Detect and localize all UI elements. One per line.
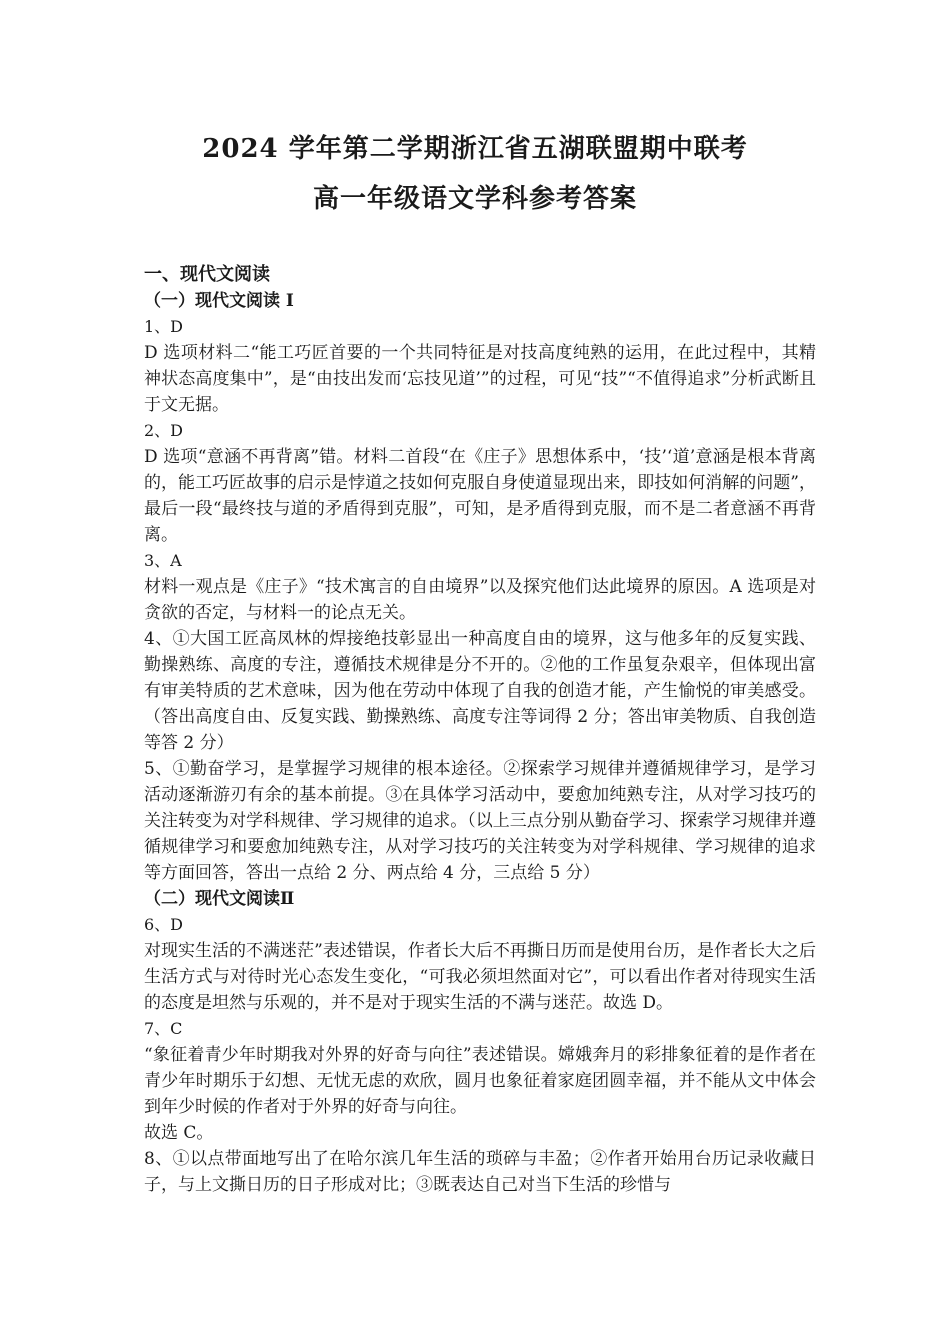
- question-8-answer: 8、①以点带面地写出了在哈尔滨几年生活的琐碎与丰盈；②作者开始用台历记录收藏日子，与上文撕日历的日子形成对比；③既表达自己对当下生活的珍惜与: [144, 1149, 816, 1195]
- question-1-explanation: D 选项材料二“能工巧匠首要的一个共同特征是对技高度纯熟的运用，在此过程中，其精神状态高度集中”，是“由技出发而‘忘技见道’”的过程，可见“技”“不值得追求”分析武断且于文无据。: [144, 343, 816, 415]
- question-3-answer: 3、A: [144, 551, 182, 570]
- subsection-heading: （一）现代文阅读 I: [144, 291, 294, 311]
- question-6-explanation: 对现实生活的不满迷茫”表述错误，作者长大后不再撕日历而是使用台历，是作者长大之后生活方式与对待时光心态发生变化，“可我必须坦然面对它”，可以看出作者对待现实生活的态度是坦然与乐观的，并不是对于现实生活的不满与迷茫。故选 D。: [144, 941, 816, 1013]
- question-4-answer: 4、①大国工匠高凤林的焊接绝技彰显出一种高度自由的境界，这与他多年的反复实践、勤操熟练、高度的专注，遵循技术规律是分不开的。②他的工作虽复杂艰辛，但体现出富有审美特质的艺术意味，因为他在劳动中体现了自我的创造才能，产生愉悦的审美感受。（答出高度自由、反复实践、勤操熟练、高度专注等词得 2 分；答出审美物质、自我创造等答 2 分）: [144, 629, 816, 753]
- question-7-explanation: “象征着青少年时期我对外界的好奇与向往”表述错误。嫦娥奔月的彩排象征着的是作者在青少年时期乐于幻想、无忧无虑的欢欣，圆月也象征着家庭团圆幸福，并不能从文中体会到年少时候的作者对于外界的好奇与向往。: [144, 1045, 816, 1117]
- question-2-answer: 2、D: [144, 421, 184, 440]
- section-heading: 一、现代文阅读: [144, 264, 270, 285]
- answer-content: [144, 262, 816, 1198]
- question-7-answer: 7、C: [144, 1019, 183, 1038]
- question-3-explanation: 材料一观点是《庄子》“技术寓言的自由境界”以及探究他们达此境界的原因。A 选项是对贪欲的否定，与材料一的论点无关。: [144, 577, 816, 623]
- question-1-answer: 1、D: [144, 317, 184, 336]
- subsection-heading: （二）现代文阅读Ⅱ: [144, 889, 295, 909]
- document-subtitle: 高一年级语文学科参考答案: [312, 184, 637, 214]
- question-2-explanation: D 选项“意涵不再背离”错。材料二首段“在《庄子》思想体系中，‘技’‘道’意涵是根本背离的，能工巧匠故事的启示是悖道之技如何克服自身使道显现出来，即技如何消解的问题”，最后一段“最终技与道的矛盾得到克服”，可知，是矛盾得到克服，而不是二者意涵不再背离。: [144, 447, 816, 545]
- question-5-answer: 5、①勤奋学习，是掌握学习规律的根本途径。②探索学习规律并遵循规律学习，是学习活动逐渐游刃有余的基本前提。③在具体学习活动中，要愈加纯熟专注，从对学习技巧的关注转变为对学科规律、学习规律的追求。（以上三点分别从勤奋学习、探索学习规律并遵循规律学习和要愈加纯熟专注，从对学习技巧的关注转变为对学科规律、学习规律的追求等方面回答，答出一点给 2 分、两点给 4 分，三点给 5 分）: [144, 759, 816, 883]
- question-6-answer: 6、D: [144, 915, 184, 934]
- question-7-conclusion: 故选 C。: [144, 1123, 214, 1143]
- document-title: 2024 学年第二学期浙江省五湖联盟期中联考: [202, 134, 748, 164]
